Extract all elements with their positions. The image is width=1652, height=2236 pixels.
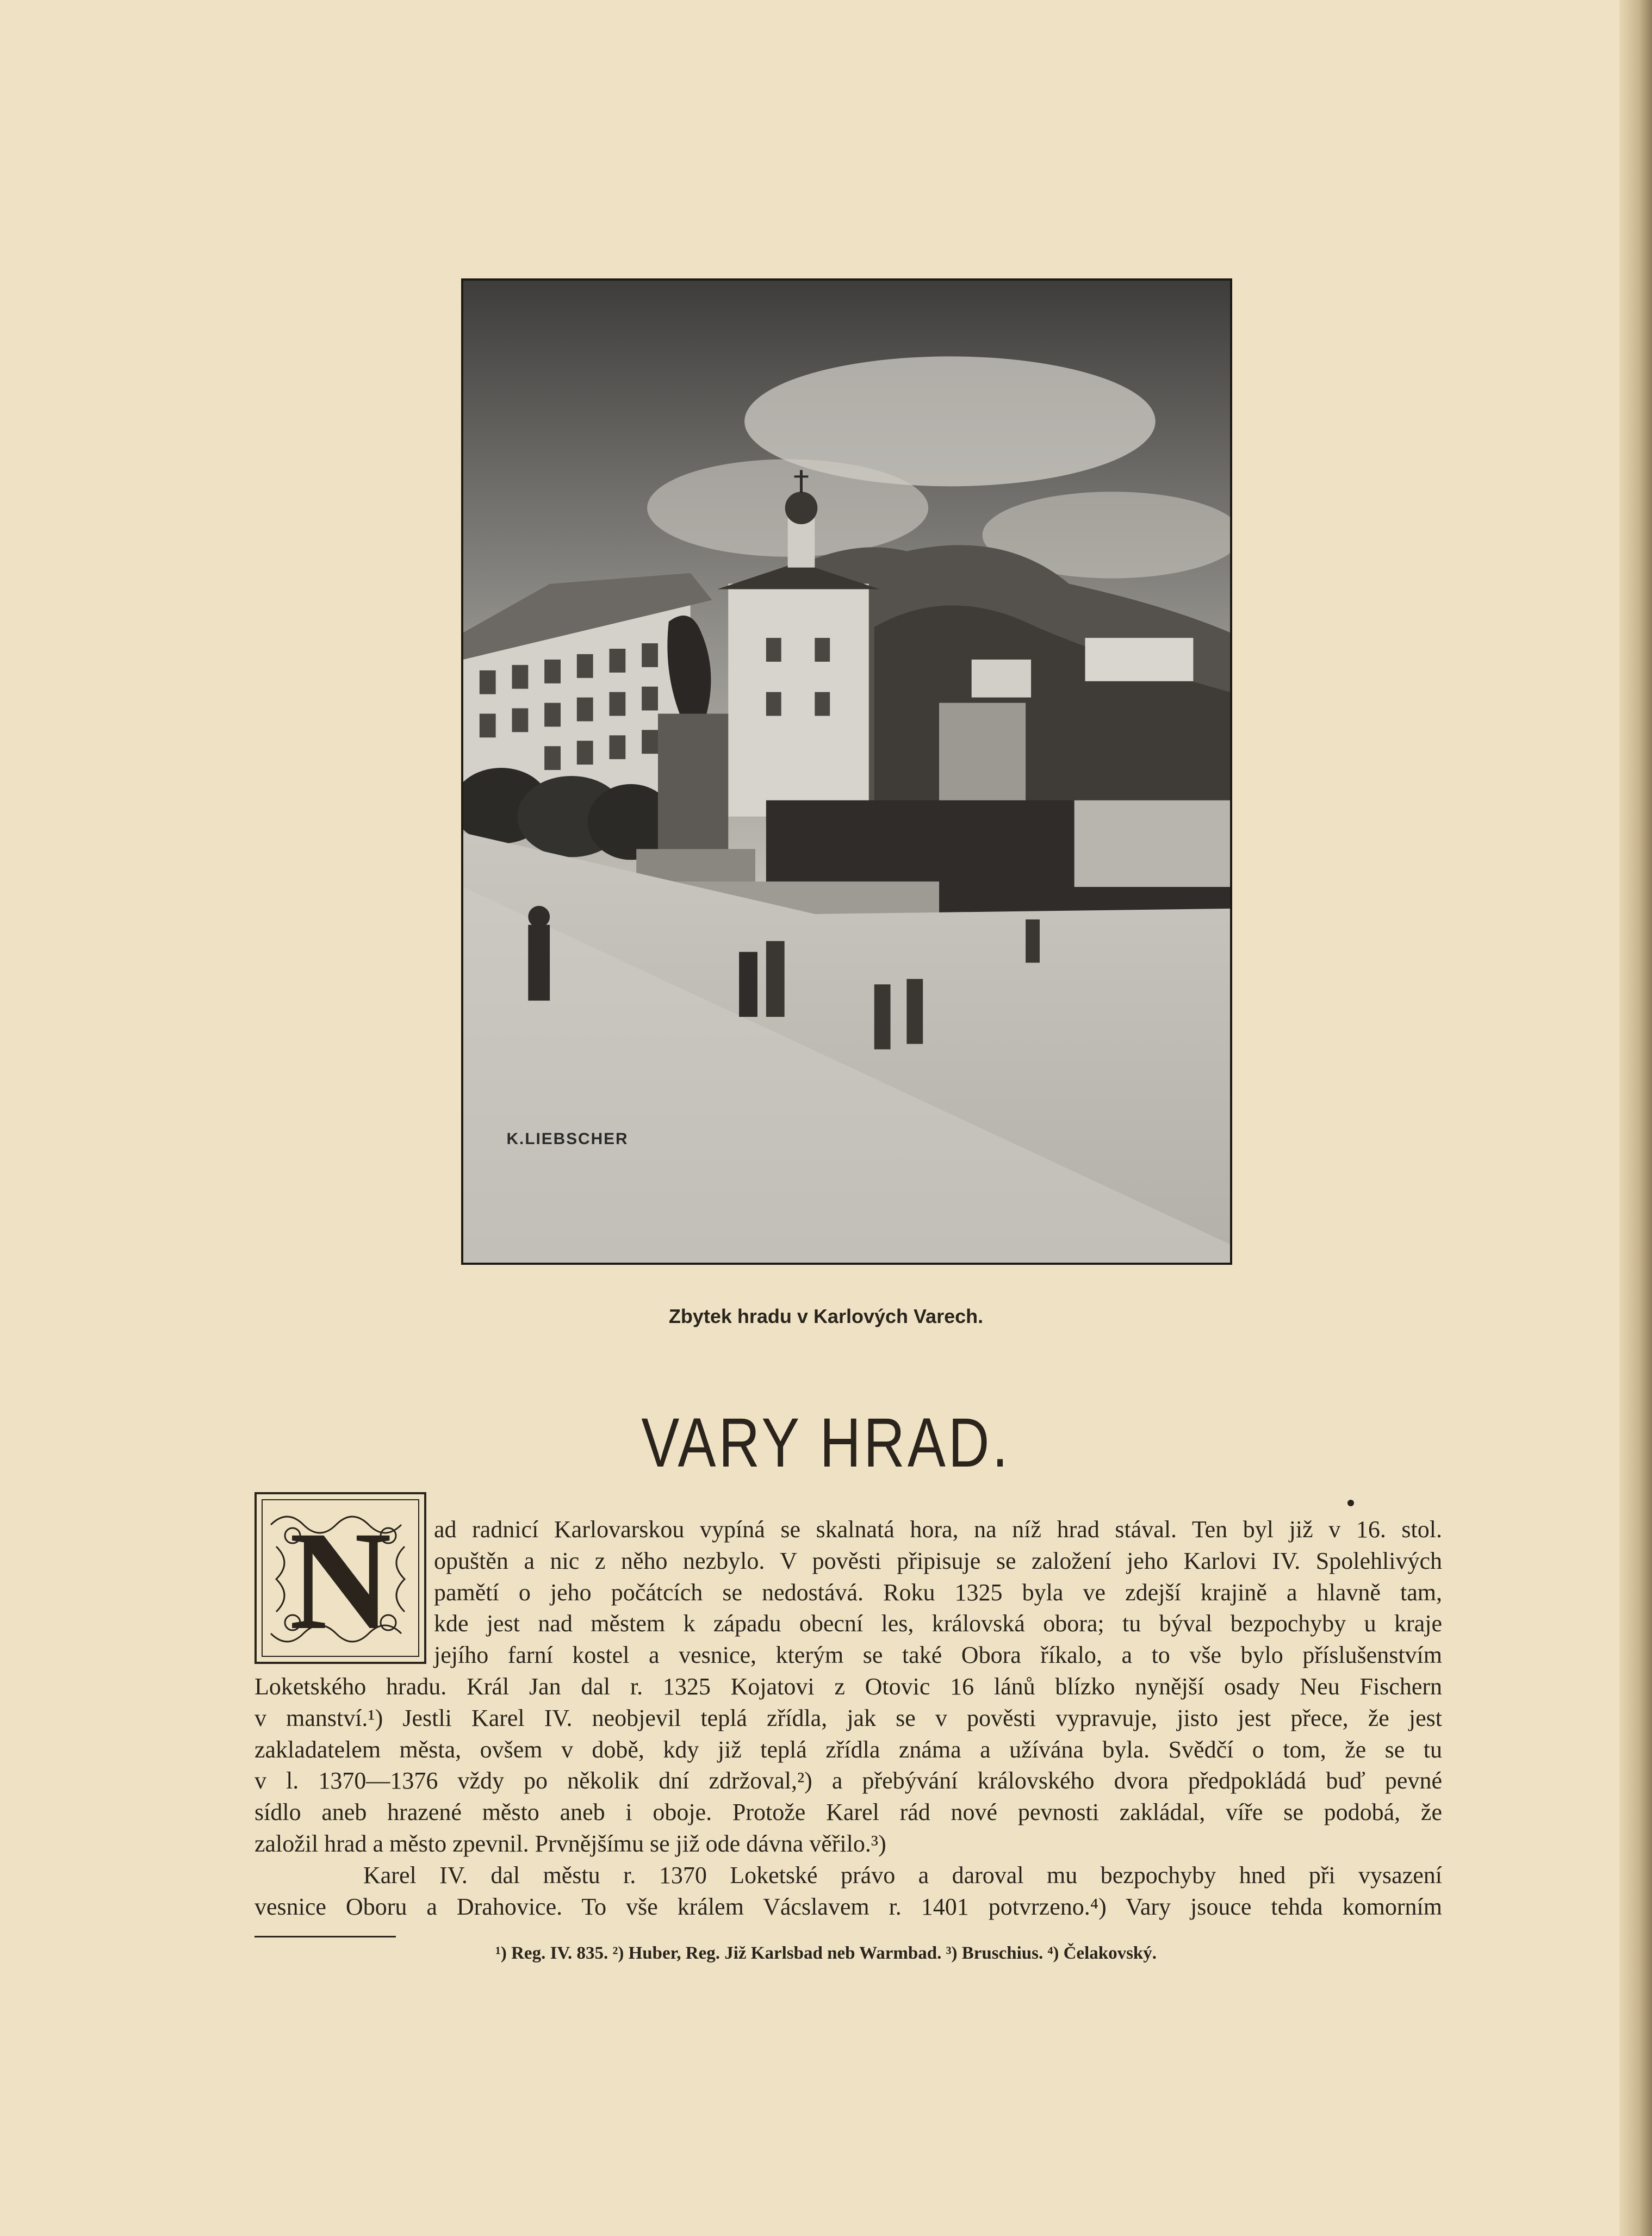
article-title: VARY HRAD. [641, 1404, 1011, 1482]
body-line: kde jest nad městem k západu obecní les, královská obora; tu býval bezpochyby u kraje [434, 1610, 1442, 1637]
engraving-karlovy-vary [463, 281, 1230, 1263]
body-line: sídlo aneb hrazené město aneb i oboje. Protože Karel rád nové pevnosti zakládal, víře se podobá, že [254, 1799, 1442, 1826]
body-line: ad radnicí Karlovarskou vypíná se skalnatá hora, na níž hrad stával. Ten byl již v 16. stol. [434, 1516, 1442, 1543]
body-line: v manství.¹) Jestli Karel IV. neobjevil teplá zřídla, jak se v pověsti vypravuje, jisto jest přece, že jest [254, 1704, 1442, 1731]
ornament-dot [1347, 1500, 1354, 1506]
body-line: založil hrad a město zpevnil. Prvnějšímu se již ode dávna věřilo.³) [254, 1830, 886, 1857]
illustration-plate [461, 278, 1232, 1265]
figure-caption: Zbytek hradu v Karlových Varech. [668, 1305, 984, 1327]
initial-letter: N [289, 1502, 392, 1659]
artist-signature: K.LIEBSCHER [506, 1129, 629, 1148]
body-line: v l. 1370—1376 vždy po několik dní zdržoval,²) a přebývání královského dvora předpokládá buď pevné [254, 1767, 1442, 1794]
body-line: opuštěn a nic z něho nezbylo. V pověsti připisuje se založení jeho Karlovi IV. Spolehlivých [434, 1547, 1442, 1574]
page-edge [1619, 0, 1652, 2236]
footnotes: ¹) Reg. IV. 835. ²) Huber, Reg. Již Karlsbad neb Warmbad. ³) Bruschius. ⁴) Čelakovský. [495, 1943, 1157, 1963]
body-line: vesnice Oboru a Drahovice. To vše králem Vácslavem r. 1401 potvrzeno.⁴) Vary jsouce tehda komorním [254, 1893, 1442, 1920]
footnote-rule [254, 1936, 396, 1937]
body-line: pamětí o jeho počátcích se nedostává. Roku 1325 byla ve zdejší krajině a hlavně tam, [434, 1579, 1442, 1606]
body-line: Loketského hradu. Král Jan dal r. 1325 Kojatovi z Otovic 16 lánů blízko nynější osady Neu Fischern [254, 1673, 1442, 1700]
body-line: jejího farní kostel a vesnice, kterým se také Obora říkalo, a to vše bylo příslušenstvím [434, 1642, 1442, 1669]
body-line: Karel IV. dal městu r. 1370 Loketské právo a daroval mu bezpochyby hned při vysazení [363, 1861, 1442, 1889]
body-line: zakladatelem města, ovšem v době, kdy již teplá zřídla známa a užívána byla. Svědčí o tom, že se tu [254, 1736, 1442, 1763]
article-body [254, 1514, 1442, 1922]
